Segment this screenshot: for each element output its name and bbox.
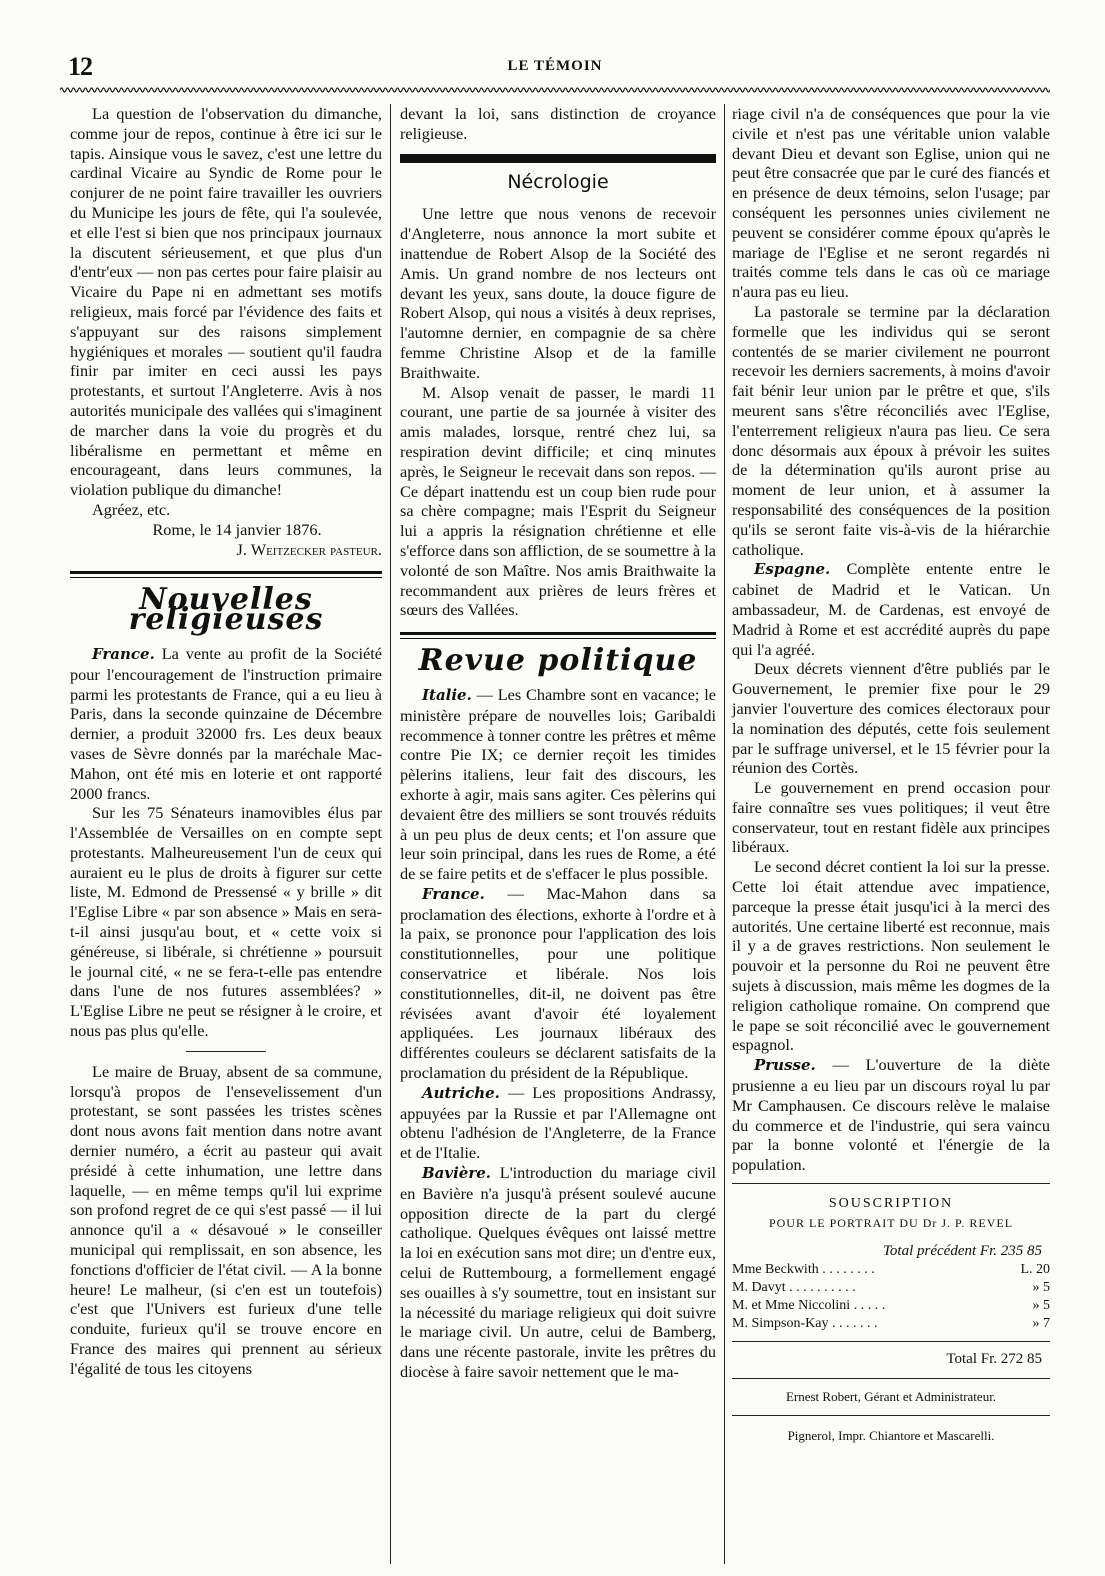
column-2 <box>400 104 716 1382</box>
subscription-row <box>732 1279 1050 1297</box>
column-1 <box>70 104 382 1379</box>
news-paragraph: La pastorale se termine par la déclaration formelle que les individus qui se seront contentés de se marier civilement ne pourront recevoir les derniers sacrements, à moins d'avoir fait bénir leur union par le prêtre et que, s'ils meurent sans s'être réconciliés avec l'Eglise, l'enterrement religieux n'aura pas lieu. Ce sera donc désormais aux époux à prévoir les suites de la détermination qu'ils auront prise au moment de leur union, et à assumer la responsabilité des conséquences de la position qu'ils se seront faite vis-à-vis de la hiérarchie catholique. <box>732 301 1050 559</box>
page-number: 12 <box>68 52 92 81</box>
country-label: Italie. <box>422 685 472 704</box>
donor-amount: » 5 <box>1032 1298 1050 1314</box>
page-header <box>60 52 1050 86</box>
country-label: France. <box>92 644 155 663</box>
news-paragraph: Le second décret contient la loi sur la presse. Cette loi était attendue avec impatience, parceque la presse était jusqu'ici à la merci des autorités. Une certaine liberté est reconnue, mais il y a de graves restrictions. Non seulement le pouvoir et la personne du Roi ne peuvent être sujets à discussion, mais même les dogmes de la religion catholique romaine. On comprend que le pape se soit réconcilié avec le gouvernement espagnol. <box>732 857 1050 1055</box>
total-rule <box>732 1341 1050 1342</box>
section-divider <box>70 571 382 578</box>
country-label: France. <box>422 884 485 903</box>
donor-amount: L. 20 <box>1020 1262 1050 1278</box>
column-rule <box>390 104 391 1564</box>
donor-name: M. Davyt . . . . . . . . . . <box>732 1280 856 1296</box>
subscription-total: Total Fr. 272 85 <box>946 1351 1042 1368</box>
necrology-title: Nécrologie <box>507 170 609 193</box>
section-divider <box>400 632 716 639</box>
divider <box>732 1378 1050 1379</box>
news-text: — Les Chambre sont en vacance; le ministère prépare de nouvelles lois; Garibaldi recommence à tonner contre les prêtres et même contre Pie IX; ce dernier reçoit les timides pèlerins italiens, leur fait des discours, les exhorte à agir, mais sans agiter. Ces pèlerins qui devaient être des milliers se sont trouvés réduits à un peu plus de deux cents; et l'on assure que leur soin principal, dans les rues de Rome, a été de se faire petits et de s'effacer le plus possible. <box>400 684 716 884</box>
divider <box>732 1183 1050 1184</box>
thick-divider <box>400 154 716 163</box>
column-3 <box>732 104 1050 1446</box>
country-label: Espagne. <box>754 560 831 579</box>
section-title: Nouvelles religieuses <box>128 582 324 638</box>
letter-closing: Agréez, etc. <box>92 499 171 519</box>
news-paragraph: Sur les 75 Sénateurs inamovibles élus par l'Assemblée de Versailles on en compte sept protestants. Malheureusement l'un de ceux qui auraient eu le plus de droits à figurer sur cette liste, M. Edmond de Pressensé « y brille » dit l'Eglise Libre « par son absence » Mais en sera-t-il ainsi jusqu'au bout, et « cette voix si généreuse, si libérale, si chrétienne » poursuit le journal cité, « ne se fera-t-elle pas entendre dans l'une de nos futures assemblées? » L'Eglise Libre ne peut se résigner à le croire, et nous pas plus qu'elle. <box>70 803 382 1041</box>
letter-paragraph: La question de l'observation du dimanche, comme jour de repos, continue à être ici sur le tapis. Ainsique vous le savez, c'est une lettre du cardinal Vicaire au Syndic de Rome pour le conjurer de ne point faire travailler les ouvriers du Municipe les jours de fête, qui l'a soulevée, et elle l'est si bien que nos principaux journaux la discutent sérieusement, et que plus d'un d'entr'eux — non pas certes pour faire plaisir au Vicaire du Pape ni en admettant ses motifs religieux, mais forcé par l'évidence des faits et s'appuyant sur des raisons simplement hygiéniques et morales — soutient qu'il faudra finir par imiter en ceci aussi les pays protestants, et surtout l'Angleterre. Avis à nos autorités municipale des vallées qui s'imaginent de marcher dans la voie du progrès et du libéralisme en permettant et même en encourageant, dans leurs communes, la violation publique du dimanche! <box>70 104 382 500</box>
donor-name: M. Simpson-Kay . . . . . . . <box>732 1316 878 1332</box>
divider <box>732 1415 1050 1416</box>
donor-name: M. et Mme Niccolini . . . . . <box>732 1298 886 1314</box>
donor-amount: » 5 <box>1032 1280 1050 1296</box>
continued-text: riage civil n'a de conséquences que pour la vie civile et n'est pas une véritable union valable devant Dieu et devant son Eglise, union qui ne peut être consacrée que par le curé des fiancés et en présence de deux témoins, selon l'usage; par conséquent les personnes unies civilement ne peuvent se considérer comme époux qu'après le mariage de l'Eglise et ne seront regardés ni traités comme tels dans le cas où ce mariage n'aura pas eu lieu. <box>732 104 1050 302</box>
short-divider <box>186 1051 266 1052</box>
donor-name: Mme Beckwith . . . . . . . . <box>732 1262 875 1278</box>
continued-text: devant la loi, sans distinction de croyance religieuse. <box>400 104 716 143</box>
subscription-subtitle: POUR LE PORTRAIT DU Dr J. P. REVEL <box>768 1215 1014 1230</box>
news-text: Complète entente entre le cabinet de Madrid et le Vatican. Un ambassadeur, M. de Cardenas, est envoyé de Madrid à Rome et est accrédité auprès du pape qui l'a agréé. <box>732 559 1051 659</box>
gerant-line: Ernest Robert, Gérant et Administrateur. <box>785 1389 997 1405</box>
previous-total: Total précédent Fr. 235 85 <box>882 1242 1042 1259</box>
news-paragraph: Le gouvernement en prend occasion pour faire connaître ses vues politiques; il veut être conservateur, tout en restant fidèle aux principes libéraux. <box>732 778 1050 857</box>
news-text: La vente au profit de la Société pour l'encouragement de l'instruction primaire parmi les protestants de France, qui a eu lieu à Paris, dans la seconde quinzaine de Décembre dernier, a produit 32000 frs. Les deux beaux vases de Sèvre donnés par la maréchale Mac-Mahon, ont été mis en loterie et ont rapporté 2000 francs. <box>70 643 382 803</box>
news-text: L'introduction du mariage civil en Bavière n'a jusqu'à présent soulevé aucune opposition directe de la part du clergé catholique. Quelques évêques ont laissé mettre la loi en exécution sans mot dire; un d'entre eux, celui de Ruttembourg, a formellement engagé ses ouailles à s'y soumettre, tout en insistant sur la nécessité du mariage religieux qui doit suivre le mariage civil. Un autre, celui de Bamberg, dans une récente pastorale, invite les prêtres du diocèse à faire savoir nettement que le ma- <box>400 1163 716 1382</box>
journal-title: LE TÉMOIN <box>507 58 603 74</box>
subscription-row <box>732 1261 1050 1279</box>
printer-line: Pignerol, Impr. Chiantore et Mascarelli. <box>787 1428 995 1444</box>
letter-signature: J. Weitzecker pasteur. <box>236 539 382 559</box>
subscription-row <box>732 1315 1050 1333</box>
news-text: — Mac-Mahon dans sa proclamation des élections, exhorte à l'ordre et à la paix, se prononce pour l'application des lois constitutionnelles, pour une politique conservatrice et libérale. Nos lois constitutionnelles, dit-il, ne doivent pas être révisées avant d'avoir été loyalement appliquées. Les journaux libéraux des différentes couleurs se déclarent satisfaits de la proclamation du président de la République. <box>400 883 717 1083</box>
necrology-paragraph: Une lettre que nous venons de recevoir d'Angleterre, nous annonce la mort subite et inattendue de Robert Alsop de la Société des Amis. Un grand nombre de nos lecteurs ont devant les yeux, sans doute, la douce figure de Robert Alsop, qui nous a visités à deux reprises, l'automne dernier, en compagnie de sa chère femme Christine Alsop et de la famille Braithwaite. <box>400 204 716 382</box>
section-title: Revue politique <box>418 643 698 679</box>
country-label: Prusse. <box>754 1056 816 1075</box>
donor-amount: » 7 <box>1032 1316 1050 1332</box>
letter-date: Rome, le 14 janvier 1876. <box>152 519 322 539</box>
subscription-row <box>732 1297 1050 1315</box>
news-text: — L'ouverture de la diète prusienne a eu lieu par un discours royal lu par Mr Camphausen. Ce discours relève le malaise du commerce et de l'industrie, qui sera vaincu par la bonne volonté et l'énergie de la population. <box>732 1055 1050 1175</box>
country-label: Bavière. <box>422 1164 492 1183</box>
news-text: — Les propositions Andrassy, appuyées par la Russie et par l'Allemagne ont obtenu l'adhésion de l'Angleterre, de la France et de l'Italie. <box>400 1082 716 1163</box>
column-rule <box>724 104 725 1564</box>
subscription-box <box>732 1194 1050 1370</box>
news-paragraph: Deux décrets viennent d'être publiés par le Gouvernement, le premier fixe pour le 29 janvier l'ouverture des comices électoraux pour la nomination des députés, cette fois seulement par le suffrage universel, et le 15 février pour la réunion des Cortès. <box>732 659 1050 778</box>
country-label: Autriche. <box>422 1083 500 1102</box>
necrology-paragraph: M. Alsop venait de passer, le mardi 11 courant, une partie de sa journée à visiter des amis malades, lorsque, rentré chez lui, sa respiration devint difficile; et cinq minutes après, le Seigneur le recevait dans son repos. — Ce départ inattendu est un coup bien rude pour sa chère compagne; mais l'Esprit du Seigneur lui a appris la résignation chrétienne et elle s'efforce dans son affliction, de se soumettre à la volonté de son Maître. Nos amis Braithwaite la recommandent aux prières de leurs frères et sœurs des Vallées. <box>400 382 716 620</box>
header-wavy-rule <box>60 86 1050 94</box>
subscription-title: SOUSCRIPTION <box>828 1196 954 1212</box>
news-paragraph: Le maire de Bruay, absent de sa commune, lorsqu'à propos de l'ensevelissement d'un protestant, se sont passées les tristes scènes dont nous avons fait mention dans notre avant dernier numéro, a écrit au pasteur qui avait présidé à cette inhumation, une lettre dans laquelle, — en même temps qu'il lui exprime son profond regret de ce qui s'est passé — il lui annonce qu'il a « désavoué » le conseiller municipal qui remplissait, en son absence, les fonctions d'officier de l'état civil. — A la bonne heure! Le malheur, (si c'en est un toutefois) c'est que l'Univers est furieux d'une telle conduite, furieux qu'il se trouve encore en France des maires qui prennent au sérieux l'égalité de tous les citoyens <box>70 1061 382 1378</box>
